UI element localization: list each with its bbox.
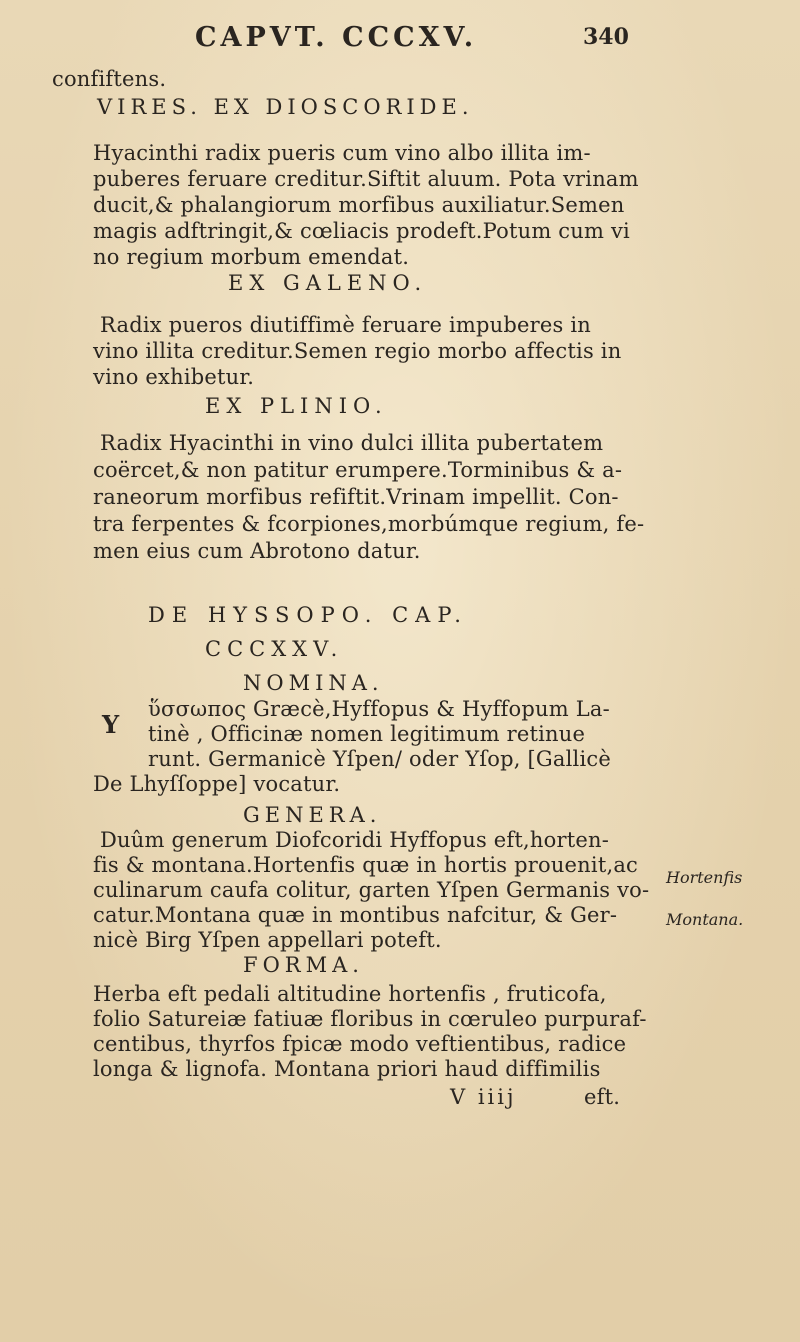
text-line: culinarum caufa colitur, garten Yſpen Germanis vo- xyxy=(93,878,650,902)
chapter-number: CCCXXV. xyxy=(205,637,344,661)
text-line: coërcet,& non patitur erumpere.Torminibus & a- xyxy=(93,458,623,482)
text-line: catur.Montana quæ in montibus nafcitur, & Ger- xyxy=(93,903,618,927)
text-line: ὕσσωπος Græcè,Hyffopus & Hyffopum La- xyxy=(148,697,610,721)
marginal-note: Hortenfis xyxy=(666,868,743,887)
galeno-heading: EX GALENO. xyxy=(228,271,428,295)
text-line: tinè , Officinæ nomen legitimum retinue xyxy=(148,722,586,746)
marginal-note: Montana. xyxy=(666,910,744,929)
text-line: De Lhyſſoppe] vocatur. xyxy=(93,772,341,796)
text-line: centibus, thyrfos fpicæ modo veftientibus, radice xyxy=(93,1032,627,1056)
text-line: Radix pueros diutiffimè feruare impuberes in xyxy=(100,313,591,337)
text-line: runt. Germanicè Yſpen/ oder Yſop, [Gallicè xyxy=(148,747,611,771)
signature-mark: V iiij xyxy=(450,1085,517,1109)
chapter-heading: DE HYSSOPO. CAP. xyxy=(148,603,468,627)
text-line: vino exhibetur. xyxy=(93,365,255,389)
text-line: magis adftringit,& cœliacis prodeft.Potum cum vi xyxy=(93,219,630,243)
running-header: CAPVT. CCCXV. xyxy=(195,22,478,53)
text-line: folio Satureiæ fatiuæ floribus in cœruleo purpuraf- xyxy=(93,1007,647,1031)
text-line: no regium morbum emendat. xyxy=(93,245,410,269)
text-line: puberes feruare creditur.Siftit aluum. Pota vrinam xyxy=(93,167,639,191)
section-letter: Y xyxy=(102,710,120,739)
text-line: fis & montana.Hortenfis quæ in hortis prouenit,ac xyxy=(93,853,639,877)
text-line: confiftens. xyxy=(52,67,167,91)
catchword: eft. xyxy=(584,1085,621,1109)
text-line: vino illita creditur.Semen regio morbo affectis in xyxy=(93,339,622,363)
page-number: 340 xyxy=(583,24,629,50)
text-line: ducit,& phalangiorum morfibus auxiliatur.Semen xyxy=(93,193,625,217)
text-line: tra ferpentes & fcorpiones,morbúmque regium, fe- xyxy=(93,512,645,536)
text-line: Radix Hyacinthi in vino dulci illita pubertatem xyxy=(100,431,604,455)
text-line: Hyacinthi radix pueris cum vino albo illita im- xyxy=(93,141,591,165)
text-line: Duûm generum Diofcoridi Hyffopus eft,horten- xyxy=(100,828,610,852)
text-line: men eius cum Abrotono datur. xyxy=(93,539,421,563)
plinio-heading: EX PLINIO. xyxy=(205,394,388,418)
text-line: raneorum morfibus refiftit.Vrinam impellit. Con- xyxy=(93,485,619,509)
nomina-heading: NOMINA. xyxy=(243,671,384,695)
forma-heading: FORMA. xyxy=(243,953,364,977)
text-line: nicè Birg Yſpen appellari poteft. xyxy=(93,928,442,952)
vires-heading: VIRES. EX DIOSCORIDE. xyxy=(97,95,474,119)
text-line: Herba eft pedali altitudine hortenfis , fruticofa, xyxy=(93,982,607,1006)
text-line: longa & lignofa. Montana priori haud diffimilis xyxy=(93,1057,601,1081)
genera-heading: GENERA. xyxy=(243,803,382,827)
